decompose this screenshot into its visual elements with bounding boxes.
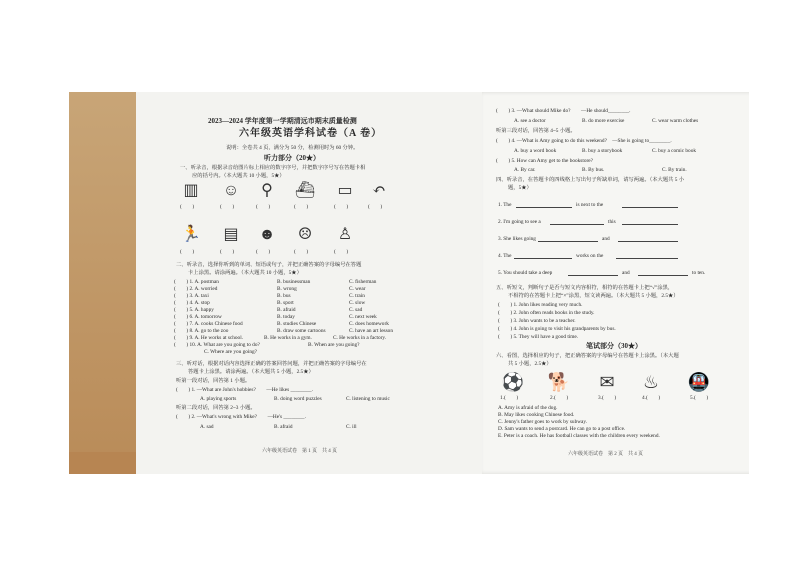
q4-row-3-b: and	[602, 236, 610, 242]
q2-row-1-b: B. businessman	[277, 279, 311, 285]
q3-item-4-a: A. buy a word book	[514, 148, 557, 154]
q6-instruction: 六、看图，选择相应的句子，把正确答案的字母编号在答题卡上涂黑。（本大题	[496, 353, 679, 359]
subway-icon: 🚇	[687, 372, 711, 392]
q3-sub-2: 听第二段对话，回答第 2~3 小题。	[176, 405, 256, 411]
q3-item-1-b: B. doing word puzzles	[274, 396, 322, 402]
sick-girl-icon: ☹	[297, 226, 313, 243]
q3-item-2-b: B. afraid	[274, 424, 293, 430]
q1-answer-bracket: ( )	[256, 204, 271, 210]
q2-row-6-a: ( ) 6. A. tomorrow	[174, 314, 222, 320]
q3-instruction: 三、听对话，根据对话内容选择正确的答案回答问题，并把正确答案的字母编号在	[176, 361, 367, 367]
q6-item-c: C. Jenny's father goes to work by subway.	[498, 419, 588, 425]
post-office-icon: ✉	[599, 372, 615, 392]
q2-row-3-c: C. train	[349, 293, 365, 299]
q1-answer-bracket: ( )	[334, 249, 349, 255]
q4-row-2-b: this	[608, 219, 616, 225]
page-footer-2: 六年级英语试卷 第 2 页 共 4 页	[568, 452, 644, 457]
family-icon: ☺	[222, 182, 240, 199]
q2-row-1-a: ( ) 1. A. postman	[174, 279, 219, 285]
q5-item-5: ( ) 5. They will have a good time.	[498, 334, 579, 340]
q3-sub-1: 听第一段对话，回答第 1 小题。	[176, 378, 251, 384]
q4-row-4-b: works on the	[576, 253, 604, 259]
q5-instruction-2: 不相符的在答题卡上把“×”涂黑，短文读两遍。（本大题共 5 小题，2.5★）	[508, 293, 679, 299]
dog-icon: 🐕	[547, 372, 571, 392]
exam-title: 六年级英语学科试卷（A 卷）	[239, 128, 383, 139]
cooking-icon: ♨	[642, 372, 660, 392]
q2-row-9-c: C. He works in a factory.	[333, 335, 387, 341]
q3-item-5-c: C. By train.	[662, 167, 687, 173]
q6-item-e: E. Peter is a coach. He has football classes with the children every weekend.	[498, 433, 660, 439]
q6-label-2: 2.( )	[550, 395, 569, 401]
q1-answer-bracket: ( )	[256, 249, 271, 255]
q1-answer-bracket: ( )	[220, 249, 235, 255]
exam-header: 2023—2024 学年度第一学期清远市期末质量检测	[208, 117, 357, 125]
q1-answer-bracket: ( )	[334, 204, 349, 210]
q3-item-3-c: C. wear warm clothes	[652, 118, 699, 124]
q6-item-d: D. Sam wants to send a postcard. He can go to a post office.	[498, 426, 626, 432]
bookshelf-icon: ▥	[183, 182, 199, 199]
q5-instruction: 五、听短文，判断句子是否与短文内容相符，相符的在答题卡上把“√”涂黑，	[496, 285, 674, 291]
q1-answer-bracket: ( )	[294, 249, 309, 255]
q3-item-3-b: B. do more exercise	[582, 118, 625, 124]
q4-blank	[616, 258, 678, 259]
q4-blank	[516, 207, 572, 208]
q2-row-5-b: B. afraid	[277, 307, 296, 313]
q4-row-5-b: and	[622, 270, 630, 276]
running-boy-icon: 🏃	[181, 226, 201, 243]
q4-row-5-c: to ten.	[692, 270, 706, 276]
exam-note: 说明：全卷共 4 页，满分为 50 分，检测用时为 60 分钟。	[226, 145, 359, 151]
q4-instruction: 四、听录音，在答题卡的四线格上写出句子所缺单词，请写两遍。（本大题共 5 小	[496, 177, 685, 183]
q2-instruction: 二、听录音，选择你听到的单词、短语或句子，并把正确答案的字母编号在答题	[176, 262, 362, 268]
q5-item-3: ( ) 3. John wants to be a teacher.	[498, 318, 576, 324]
q3-item-3: ( ) 3. —What should Mike do? —He should________.	[496, 108, 631, 114]
q5-item-1: ( ) 1. John likes reading very much.	[498, 302, 583, 308]
q3-sub-3: 听第三段对话，回答第 4~5 小题。	[496, 128, 576, 134]
q4-blank	[638, 275, 688, 276]
ship-icon: ⛴	[294, 182, 316, 199]
q4-blank	[550, 224, 604, 225]
q6-label-1: 1.( )	[500, 395, 519, 401]
q4-blank	[622, 207, 678, 208]
q2-row-5-c: C. sad	[349, 307, 363, 313]
q4-blank	[514, 258, 572, 259]
q3-item-2-c: C. ill	[346, 424, 357, 430]
q4-blank	[622, 224, 678, 225]
q3-instruction-2: 答题卡上涂黑。请涂两遍。（本大题共 5 小题，2.5★）	[188, 369, 314, 375]
book-icon: ▤	[223, 226, 239, 243]
exam-page-1	[136, 92, 482, 474]
q2-row-3-a: ( ) 3. A. taxi	[174, 293, 209, 299]
q2-instruction-2: 卡上涂黑。请涂两遍。（本大题共 10 小题，5★）	[188, 270, 302, 276]
q6-label-5: 5.( )	[690, 395, 709, 401]
page-footer-1: 六年级英语试卷 第 1 页 共 4 页	[262, 449, 338, 454]
q6-label-3: 3.( )	[598, 395, 617, 401]
q4-blank	[538, 241, 598, 242]
q2-row-10-c: C. Where are you going?	[204, 349, 257, 355]
q3-item-2: ( ) 2. —What's wrong with Mike? —He's ________.	[176, 414, 306, 420]
q4-row-2-a: 2. I'm going to see a	[498, 219, 541, 225]
q6-item-b: B. May likes cooking Chinese food.	[498, 412, 575, 418]
q2-row-10-a: ( ) 10. A. What are you going to do?	[174, 342, 260, 348]
q3-item-3-a: A. see a doctor	[514, 118, 546, 124]
bus-icon: ▭	[337, 182, 353, 199]
q1-instruction: 一、听录音，根据录音给图片标上相应的数字序号，并把数字序号写在答题卡相	[180, 165, 366, 171]
q4-blank	[568, 275, 618, 276]
q3-item-5-b: B. By bus.	[582, 167, 605, 173]
q2-row-6-b: B. today	[277, 314, 295, 320]
q2-row-8-b: B. draw some cartoons	[277, 328, 326, 334]
q2-row-7-b: B. studies Chinese	[277, 321, 317, 327]
q2-row-2-c: C. wear	[349, 286, 366, 292]
q2-row-9-a: ( ) 9. A. He works at school.	[174, 335, 243, 341]
q2-row-7-a: ( ) 7. A. cooks Chinese food	[174, 321, 243, 327]
q1-answer-bracket: ( )	[368, 204, 383, 210]
q4-row-1-b: is next to the	[576, 202, 604, 208]
exam-page-2	[482, 92, 749, 474]
q2-row-4-b: B. sport	[277, 300, 294, 306]
q3-item-5-a: A. By car.	[514, 167, 536, 173]
q4-row-5-a: 5. You should take a deep	[498, 270, 553, 276]
q3-item-1-c: C. listening to music	[346, 396, 390, 402]
document-photo	[69, 92, 749, 474]
q2-row-8-c: C. have an art lesson	[349, 328, 393, 334]
q2-row-10-b: B. When are you going?	[308, 342, 360, 348]
q3-item-4-c: C. buy a comic book	[652, 148, 696, 154]
q3-item-1-a: A. playing sports	[200, 396, 237, 402]
q3-item-4: ( ) 4. —What is Amy going to do this weekend? —She is going to________.	[496, 138, 672, 144]
girl-icon: ☻	[258, 226, 276, 243]
coach-children-icon: ⚽	[501, 372, 525, 392]
q4-instruction-2: 题，5★）	[508, 185, 532, 191]
q2-row-9-b: B. He works in a gym.	[264, 335, 312, 341]
q6-instruction-2: 共 5 小题，2.5★）	[508, 361, 552, 367]
q1-answer-bracket: ( )	[294, 204, 309, 210]
q2-row-5-a: ( ) 5. A. happy	[174, 307, 214, 313]
q3-item-5: ( ) 5. How can Amy get to the bookstore?	[496, 158, 593, 164]
q4-row-1-a: 1. The	[498, 202, 512, 208]
q4-blank	[618, 241, 678, 242]
q4-row-4-a: 4. The	[498, 253, 512, 259]
q4-row-3-a: 3. She likes going	[498, 236, 536, 242]
q6-label-4: 4.( )	[642, 395, 661, 401]
q1-answer-bracket: ( )	[220, 204, 235, 210]
bicycle-icon: ⚲	[261, 182, 273, 199]
q3-item-4-b: B. buy a storybook	[582, 148, 623, 154]
q2-row-2-a: ( ) 2. A. worried	[174, 286, 218, 292]
police-icon: ♙	[337, 226, 353, 243]
q3-item-1: ( ) 1. —What are John's hobbies? —He likes ________.	[176, 387, 314, 393]
turn-sign-icon: ↶	[372, 182, 386, 199]
q5-item-2: ( ) 2. John often reads books in the study.	[498, 310, 595, 316]
q3-item-2-a: A. sad	[200, 424, 214, 430]
q2-row-4-a: ( ) 4. A. stop	[174, 300, 210, 306]
q2-row-1-c: C. fisherman	[349, 279, 377, 285]
q2-row-3-b: B. bus	[277, 293, 291, 299]
q2-row-2-b: B. wrong	[277, 286, 297, 292]
q1-answer-bracket: ( )	[180, 249, 195, 255]
q6-item-a: A. Amy is afraid of the dog.	[498, 405, 558, 411]
q1-answer-bracket: ( )	[180, 204, 195, 210]
q2-row-8-a: ( ) 8. A. go to the zoo	[174, 328, 229, 334]
q1-instruction-2: 应的括号内。（本大题共 10 小题，5★）	[192, 173, 285, 179]
q2-row-7-c: C. does homework	[349, 321, 389, 327]
q5-item-4: ( ) 4. John is going to visit his grandparents by bus.	[498, 326, 616, 332]
section-written: 笔试部分（30★）	[586, 342, 642, 350]
section-listening: 听力部分（20★）	[264, 154, 320, 162]
q2-row-4-c: C. slow	[349, 300, 366, 306]
q2-row-6-c: C. next week	[349, 314, 377, 320]
